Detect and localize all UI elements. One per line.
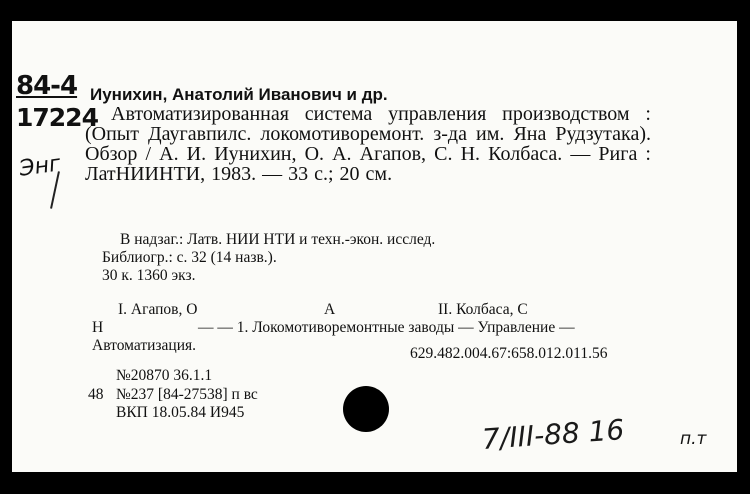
udc-classification: 629.482.004.67:658.012.011.56 [410,345,608,362]
handwritten-signature: Энг [17,151,63,182]
tracing-added-entry-1: I. Агапов, О [118,301,198,318]
handwritten-date-note: 7/III-88 16 [480,413,626,456]
tracing-subject-heading: — — 1. Локомотиворемонтные заводы — Управление — [198,319,575,336]
handwritten-corner-mark: п.т [680,429,707,449]
registry-line-2: №237 [84-27538] п вс [116,386,258,403]
registry-line-2-prefix: 48 [88,386,104,403]
title-description: Автоматизированная система управления производством : (Опыт Даугавпилс. локомотиворемонт. з-да им. Яна Рудзутака). Обзор / А. И. Иунихин, О. А. Агапов, С. Н. Колбаса. — Рига : ЛатНИИНТИ, 1983. — 33 с.; 20 см. [85,103,651,185]
registry-line-1: №20870 36.1.1 [116,367,213,384]
series-note: В надзаг.: Латв. НИИ НТИ и техн.-экон. исслед. [120,231,436,248]
card-punch-hole [343,386,389,432]
tracing-added-entry-2: II. Колбаса, С [438,301,528,318]
tracing-added-entry-1-initial: А [324,301,336,318]
catalog-card [12,21,737,472]
registry-line-3: ВКП 18.05.84 И945 [116,404,245,421]
tracing-subject-subdivision: Автоматизация. [92,337,196,354]
price-copies: 30 к. 1360 экз. [102,267,196,284]
tracing-added-entry-2-initial: Н [92,319,104,336]
bibliography-note: Библиогр.: с. 32 (14 назв.). [102,249,277,266]
author-heading: Иунихин, Анатолий Иванович и др. [90,85,388,104]
handwritten-code-top: 84-4 [16,71,78,101]
handwritten-code-bottom: 17224 [16,103,98,132]
